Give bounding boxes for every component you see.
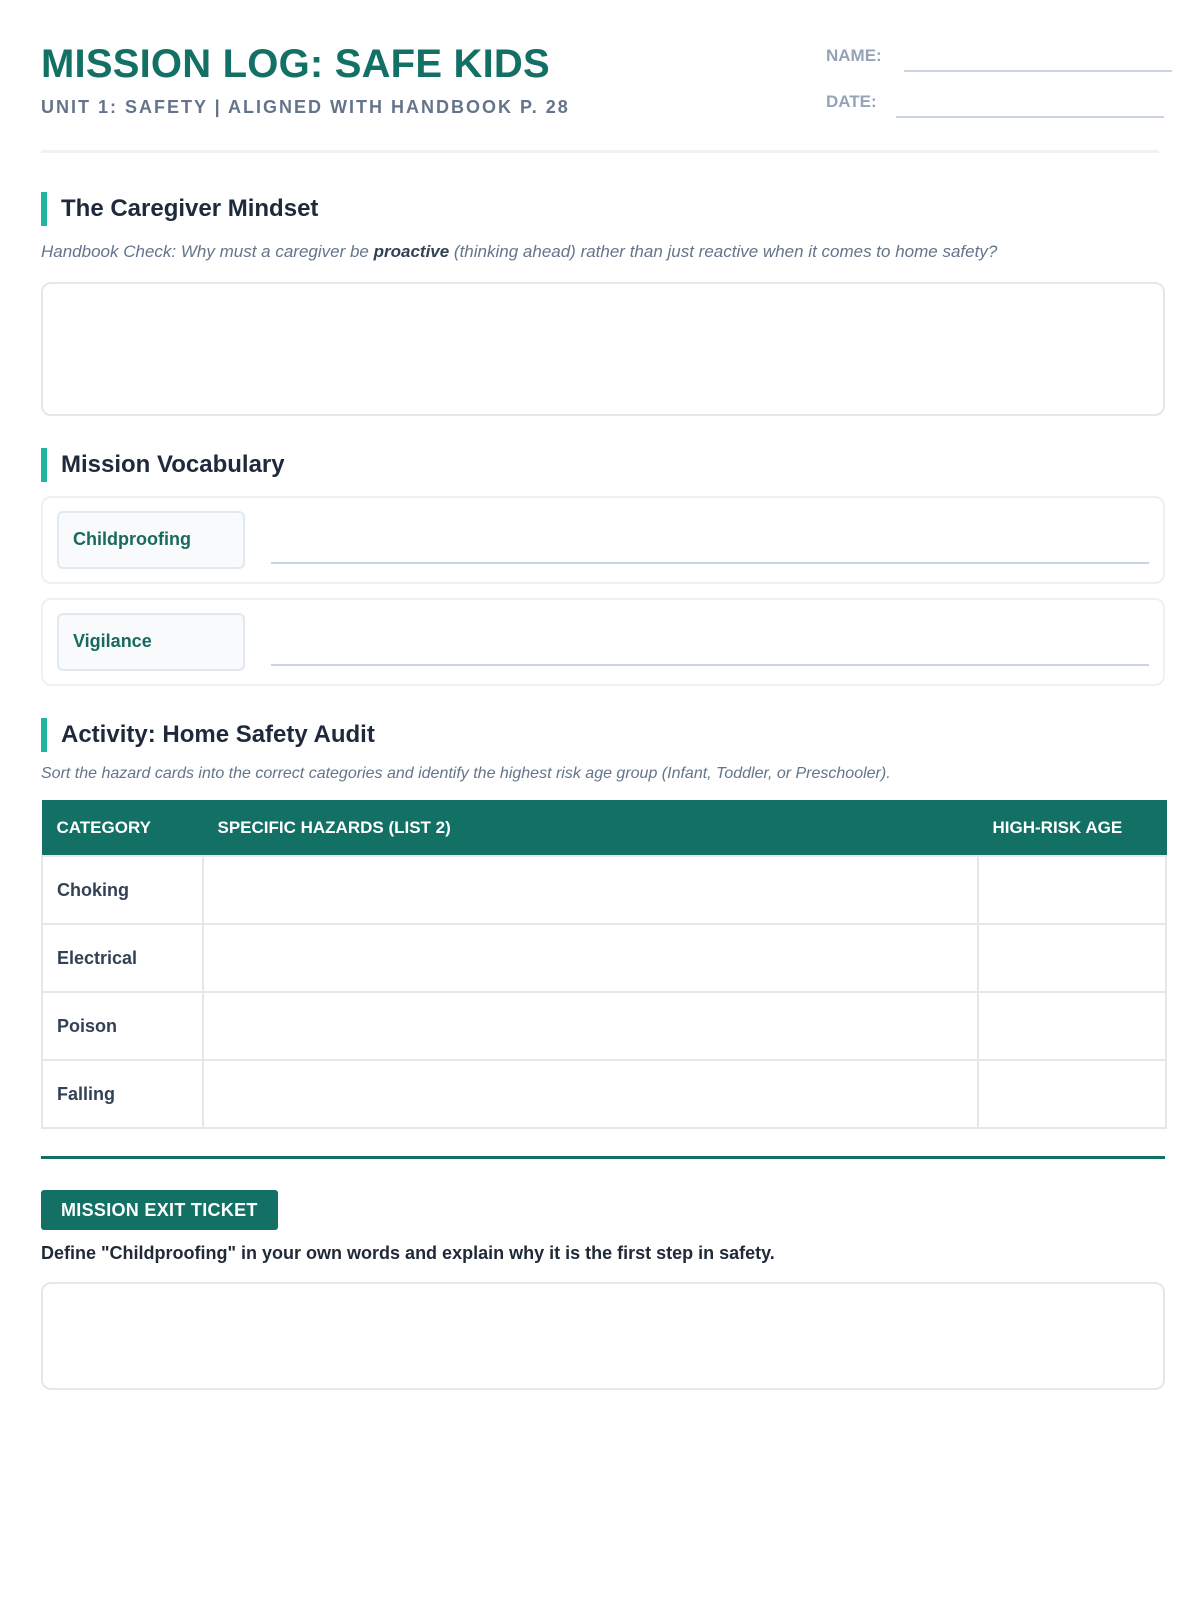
column-header-age: HIGH-RISK AGE bbox=[978, 801, 1166, 857]
vocab-term-label: Vigilance bbox=[73, 631, 152, 651]
section-title: Mission Vocabulary bbox=[61, 451, 285, 478]
category-cell: Falling bbox=[42, 1060, 203, 1128]
exit-ticket-answer-box[interactable] bbox=[41, 1282, 1165, 1390]
prompt-text: Handbook Check: Why must a caregiver be bbox=[41, 242, 374, 261]
vocab-definition-field[interactable] bbox=[271, 562, 1149, 564]
hazards-cell[interactable] bbox=[203, 1060, 978, 1128]
table-row bbox=[42, 856, 1166, 924]
activity-instruction: Sort the hazard cards into the correct categories and identify the highest risk age group (Infant, Toddler, or Preschooler). bbox=[41, 765, 891, 782]
page-title: MISSION LOG: SAFE KIDS bbox=[41, 42, 550, 86]
name-label: NAME: bbox=[826, 46, 882, 65]
hazards-cell[interactable] bbox=[203, 992, 978, 1060]
vocab-card bbox=[41, 598, 1165, 686]
name-field[interactable] bbox=[904, 70, 1172, 72]
age-cell[interactable] bbox=[978, 856, 1166, 924]
section-heading-mindset bbox=[41, 192, 318, 226]
mindset-prompt bbox=[41, 242, 997, 262]
prompt-text-end: (thinking ahead) rather than just reactive when it comes to home safety? bbox=[449, 242, 998, 261]
column-header-category: CATEGORY bbox=[42, 801, 203, 857]
category-cell: Choking bbox=[42, 856, 203, 924]
age-cell[interactable] bbox=[978, 924, 1166, 992]
worksheet-header bbox=[41, 0, 1159, 153]
hazards-cell[interactable] bbox=[203, 924, 978, 992]
section-heading-vocabulary bbox=[41, 448, 285, 482]
category-cell: Poison bbox=[42, 992, 203, 1060]
vocab-definition-field[interactable] bbox=[271, 664, 1149, 666]
vocab-term-label: Childproofing bbox=[73, 529, 191, 549]
table-row bbox=[42, 992, 1166, 1060]
page-subtitle: UNIT 1: SAFETY | ALIGNED WITH HANDBOOK P. 28 bbox=[41, 97, 570, 117]
hazard-audit-table bbox=[41, 800, 1167, 1129]
age-cell[interactable] bbox=[978, 1060, 1166, 1128]
section-heading-activity bbox=[41, 718, 375, 752]
column-header-hazards: SPECIFIC HAZARDS (LIST 2) bbox=[203, 801, 978, 857]
section-divider bbox=[41, 1156, 1165, 1159]
age-cell[interactable] bbox=[978, 992, 1166, 1060]
mindset-answer-box[interactable] bbox=[41, 282, 1165, 416]
vocab-card bbox=[41, 496, 1165, 584]
date-field[interactable] bbox=[896, 116, 1164, 118]
table-row bbox=[42, 1060, 1166, 1128]
section-title: The Caregiver Mindset bbox=[61, 195, 319, 222]
table-row bbox=[42, 924, 1166, 992]
section-title: Activity: Home Safety Audit bbox=[61, 721, 375, 748]
vocab-term bbox=[57, 613, 245, 671]
date-label: DATE: bbox=[826, 92, 877, 111]
vocab-term bbox=[57, 511, 245, 569]
table-header-row bbox=[42, 801, 1166, 857]
hazards-cell[interactable] bbox=[203, 856, 978, 924]
exit-ticket-badge: MISSION EXIT TICKET bbox=[41, 1190, 278, 1230]
category-cell: Electrical bbox=[42, 924, 203, 992]
exit-ticket-prompt: Define "Childproofing" in your own words and explain why it is the first step in safety. bbox=[41, 1243, 775, 1263]
prompt-emphasis: proactive bbox=[373, 242, 450, 261]
